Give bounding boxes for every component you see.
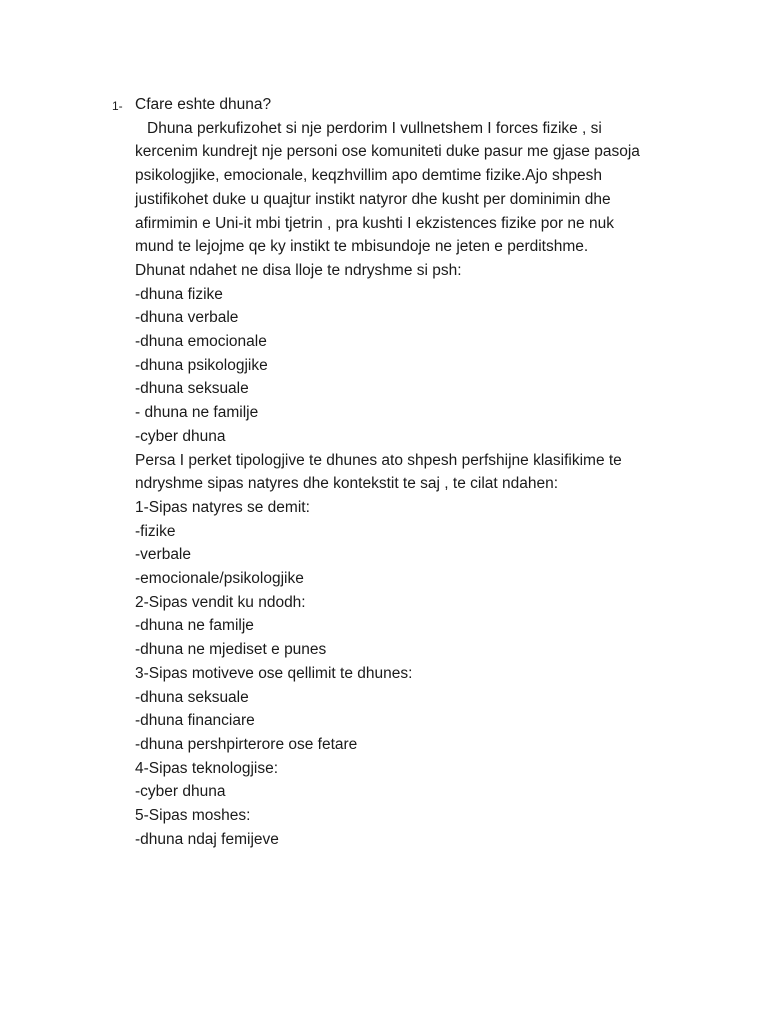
- list-item: -emocionale/psikologjike: [135, 570, 304, 588]
- list-item: -dhuna fizike: [135, 285, 223, 303]
- list-item: -dhuna ne familje: [135, 617, 254, 635]
- paragraph-line: Dhunat ndahet ne disa lloje te ndryshme si psh:: [135, 261, 462, 279]
- list-item: -dhuna verbale: [135, 309, 239, 327]
- list-item: -cyber dhuna: [135, 427, 226, 445]
- paragraph-line: mund te lejojme qe ky instikt te mbisundoje ne jeten e perditshme.: [135, 238, 589, 256]
- list-item: -dhuna psikologjike: [135, 356, 268, 374]
- section-heading: 3-Sipas motiveve ose qellimit te dhunes:: [135, 664, 413, 682]
- paragraph-line: psikologjike, emocionale, keqzhvillim apo demtime fizike.Ajo shpesh: [135, 167, 602, 185]
- document-body: [135, 93, 675, 852]
- list-item: -dhuna ndaj femijeve: [135, 830, 279, 848]
- list-item: - dhuna ne familje: [135, 404, 259, 422]
- list-item: -dhuna pershpirterore ose fetare: [135, 735, 358, 753]
- list-item: -cyber dhuna: [135, 783, 226, 801]
- section-heading: 5-Sipas moshes:: [135, 807, 251, 825]
- paragraph-line: kercenim kundrejt nje personi ose komuniteti duke pasur me gjase pasoja: [135, 143, 640, 161]
- list-number: 1-: [112, 99, 123, 113]
- list-item: -fizike: [135, 522, 176, 540]
- section-heading: 4-Sipas teknologjise:: [135, 759, 279, 777]
- list-item: -dhuna seksuale: [135, 380, 249, 398]
- section-heading: 2-Sipas vendit ku ndodh:: [135, 593, 306, 611]
- list-item: -dhuna seksuale: [135, 688, 249, 706]
- paragraph-line: afirmimin e Uni-it mbi tjetrin , pra kushti I ekzistences fizike por ne nuk: [135, 214, 614, 232]
- question-heading: Cfare eshte dhuna?: [135, 96, 272, 113]
- list-item: -dhuna emocionale: [135, 333, 267, 351]
- list-item: -verbale: [135, 546, 191, 564]
- list-item: -dhuna ne mjediset e punes: [135, 641, 327, 659]
- list-item: -dhuna financiare: [135, 712, 255, 730]
- paragraph-line: justifikohet duke u quajtur instikt natyror dhe kusht per dominimin dhe: [135, 190, 611, 208]
- paragraph-line: ndryshme sipas natyres dhe kontekstit te saj , te cilat ndahen:: [135, 475, 559, 493]
- paragraph-line: Dhuna perkufizohet si nje perdorim I vullnetshem I forces fizike , si: [147, 119, 602, 137]
- paragraph-line: Persa I perket tipologjive te dhunes ato shpesh perfshijne klasifikime te: [135, 451, 622, 469]
- section-heading: 1-Sipas natyres se demit:: [135, 498, 310, 516]
